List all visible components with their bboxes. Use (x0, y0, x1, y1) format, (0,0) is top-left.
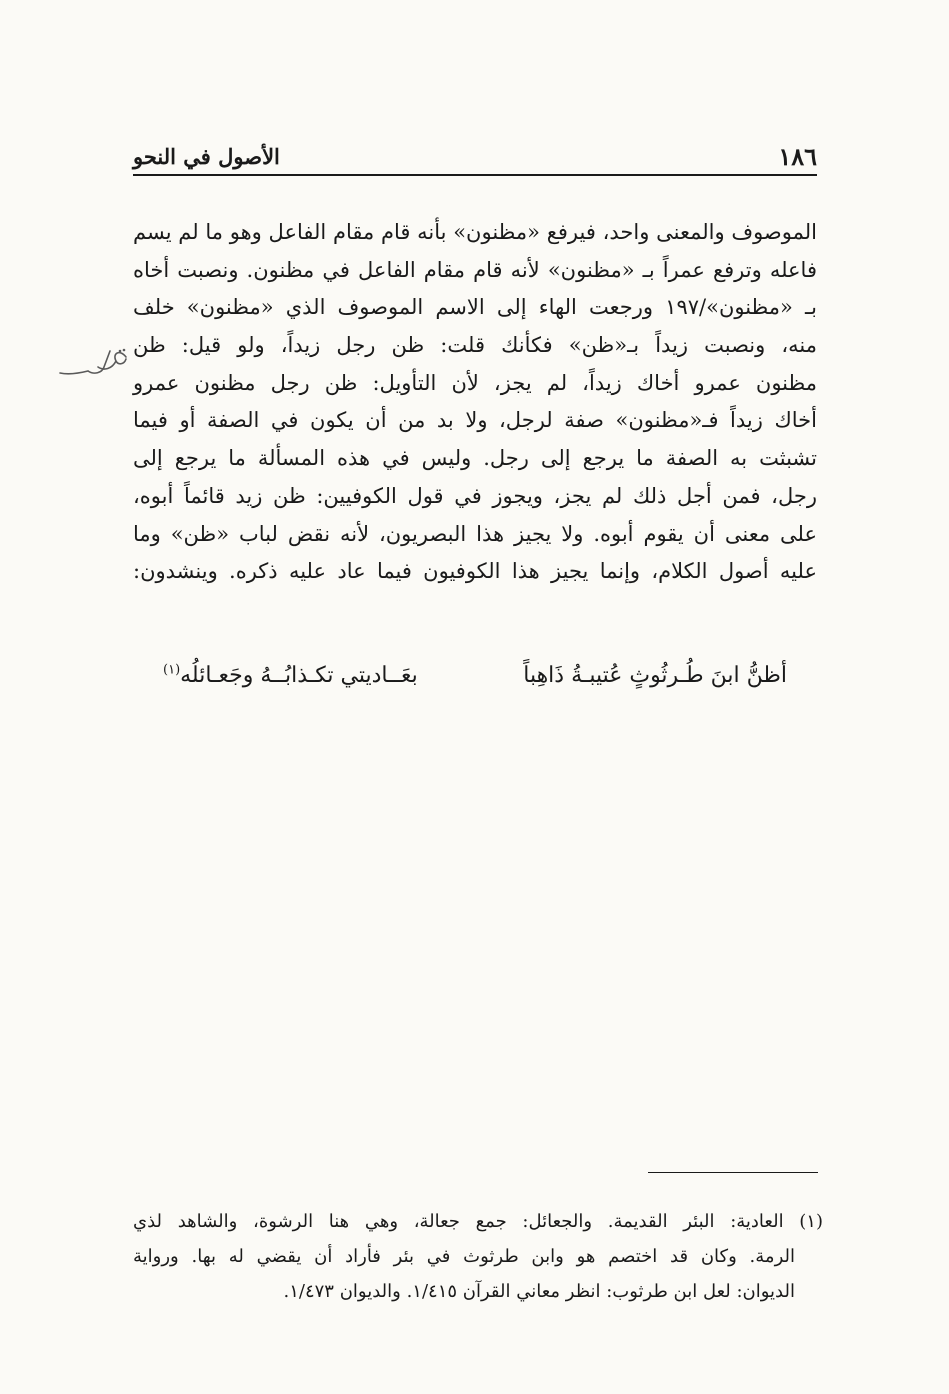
footnote-line: الرمة. وكان قد اختصم هو وابن طرثوث في بئر فأراد أن يقضي له بها. ورواية (133, 1246, 795, 1267)
verse-first-hemistich: أظنُّ ابنَ طُـرثُوثٍ عُتيبـةُ ذَاهِباً (523, 663, 787, 688)
footnote-line: (١) العادية: البئر القديمة. والجعائل: جمع جعالة، وهي هنا الرشوة، والشاهد لذي (133, 1211, 823, 1232)
text-line: تشبثت به الصفة ما يرجع إلى رجل. وليس في هذه المسألة ما يرجع إلى (133, 446, 817, 471)
verse-second-hemistich-text: بعَــاديتي تكـذابُــهُ وجَعـائلُه (180, 663, 418, 688)
footnote-separator (648, 1172, 818, 1173)
running-title: الأصول في النحو (133, 144, 280, 169)
text-line: منه، ونصبت زيداً بـ«ظن» فكأنك قلت: ظن رجل زيداً، ولو قيل: ظن (133, 333, 817, 358)
text-line: عليه أصول الكلام، وإنما يجيز هذا الكوفيون فيما عاد عليه ذكره. وينشدون: (133, 559, 817, 584)
text-line: على معنى أن يقوم أبوه. ولا يجيز هذا البصريون، لأنه نقض لباب «ظن» وما (133, 521, 817, 546)
poetry-verse (163, 656, 787, 696)
text-line: رجل، فمن أجل ذلك لم يجز، ويجوز في قول الكوفيين: ظن زيد قائماً أبوه، (133, 483, 817, 508)
page-number: ١٨٦ (778, 142, 817, 171)
footnote-reference[interactable]: (١) (163, 662, 181, 678)
text-line: الموصوف والمعنى واحد، فيرفع «مظنون» بأنه قام مقام الفاعل وهو ما لم يسم (133, 220, 817, 244)
main-text (133, 214, 817, 591)
handwritten-margin-note (54, 345, 132, 385)
text-line: بـ «مظنون»/١٩٧ ورجعت الهاء إلى الاسم الموصوف الذي «مظنون» خلف (133, 295, 817, 320)
verse-second-hemistich (163, 656, 418, 696)
footnotes (133, 1204, 823, 1309)
text-line: مظنون عمرو أخاك زيداً، لم يجز، لأن التأويل: ظن رجل مظنون عمرو (133, 370, 817, 395)
handwritten-scribble-icon (54, 345, 132, 385)
text-line: فاعله وترفع عمراً بـ «مظنون» لأنه قام مقام الفاعل في مظنون. ونصبت أخاه (133, 257, 817, 282)
footnote-line: الديوان: لعل ابن طرثوب: انظر معاني القرآن ١/٤١٥. والديوان ١/٤٧٣. (283, 1281, 795, 1302)
page-header (133, 138, 817, 176)
text-line: أخاك زيداً فـ«مظنون» صفة لرجل، ولا بد من أن يكون في الصفة أو فيما (133, 408, 817, 433)
